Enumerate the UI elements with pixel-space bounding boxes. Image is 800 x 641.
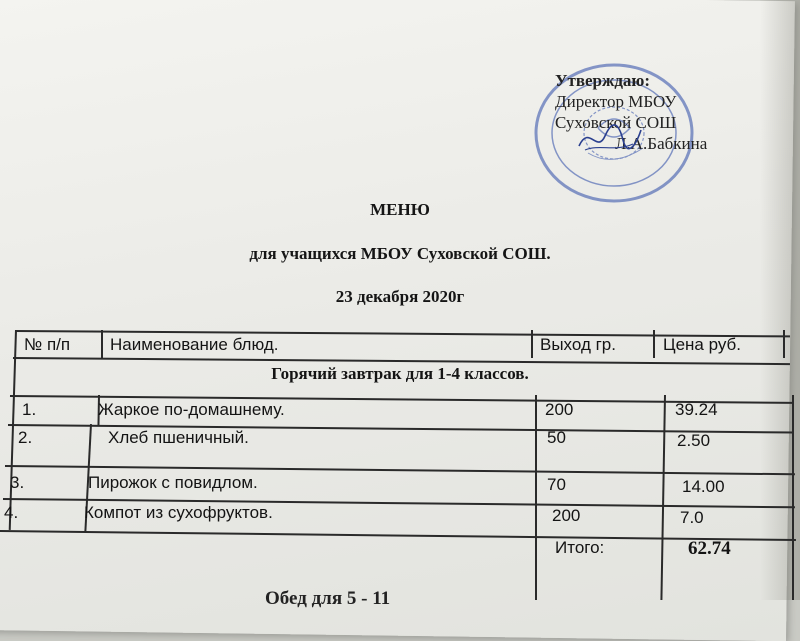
header-weight: Выход гр. — [540, 335, 616, 354]
section-title: Горячий завтрак для 1-4 классов. — [271, 364, 529, 383]
row-4-number: 4. — [4, 503, 19, 522]
next-section-heading: Обед для 5 - 11 — [265, 588, 391, 609]
menu-title: МЕНЮ — [370, 200, 430, 219]
header-dish-name: Наименование блюд. — [110, 335, 279, 354]
approval-title: Утверждаю: — [555, 71, 651, 90]
row-1-name: Жаркое по-домашнему. — [98, 400, 285, 419]
approval-signature-name: Л.А.Бабкина — [615, 134, 708, 153]
row-3-weight: 70 — [547, 475, 566, 494]
row-3-price: 14.00 — [682, 477, 725, 496]
approval-position-line2: Суховской СОШ — [555, 113, 677, 132]
row-2-weight: 50 — [547, 428, 566, 447]
row-1-number: 1. — [22, 400, 37, 419]
row-2-number: 2. — [18, 428, 33, 447]
row-3-name: Пирожок с повидлом. — [88, 473, 258, 492]
header-number: № п/п — [24, 335, 71, 354]
row-4-name: Компот из сухофруктов. — [84, 503, 273, 522]
row-2-price: 2.50 — [677, 431, 711, 450]
row-1-price: 39.24 — [675, 400, 718, 419]
total-label: Итого: — [555, 538, 605, 557]
menu-date: 23 декабря 2020г — [335, 287, 465, 306]
header-price: Цена руб. — [663, 335, 742, 354]
row-4-price: 7.0 — [680, 508, 704, 527]
row-2-name: Хлеб пшеничный. — [108, 428, 249, 447]
menu-subtitle: для учащихся МБОУ Суховской СОШ. — [249, 244, 551, 263]
menu-table — [0, 330, 800, 600]
signature-icon — [575, 118, 645, 158]
total-value: 62.74 — [688, 538, 731, 559]
row-4-weight: 200 — [552, 506, 581, 525]
row-1-weight: 200 — [545, 400, 574, 419]
approval-position-line1: Директор МБОУ — [555, 92, 677, 111]
row-3-number: 3. — [10, 473, 25, 492]
